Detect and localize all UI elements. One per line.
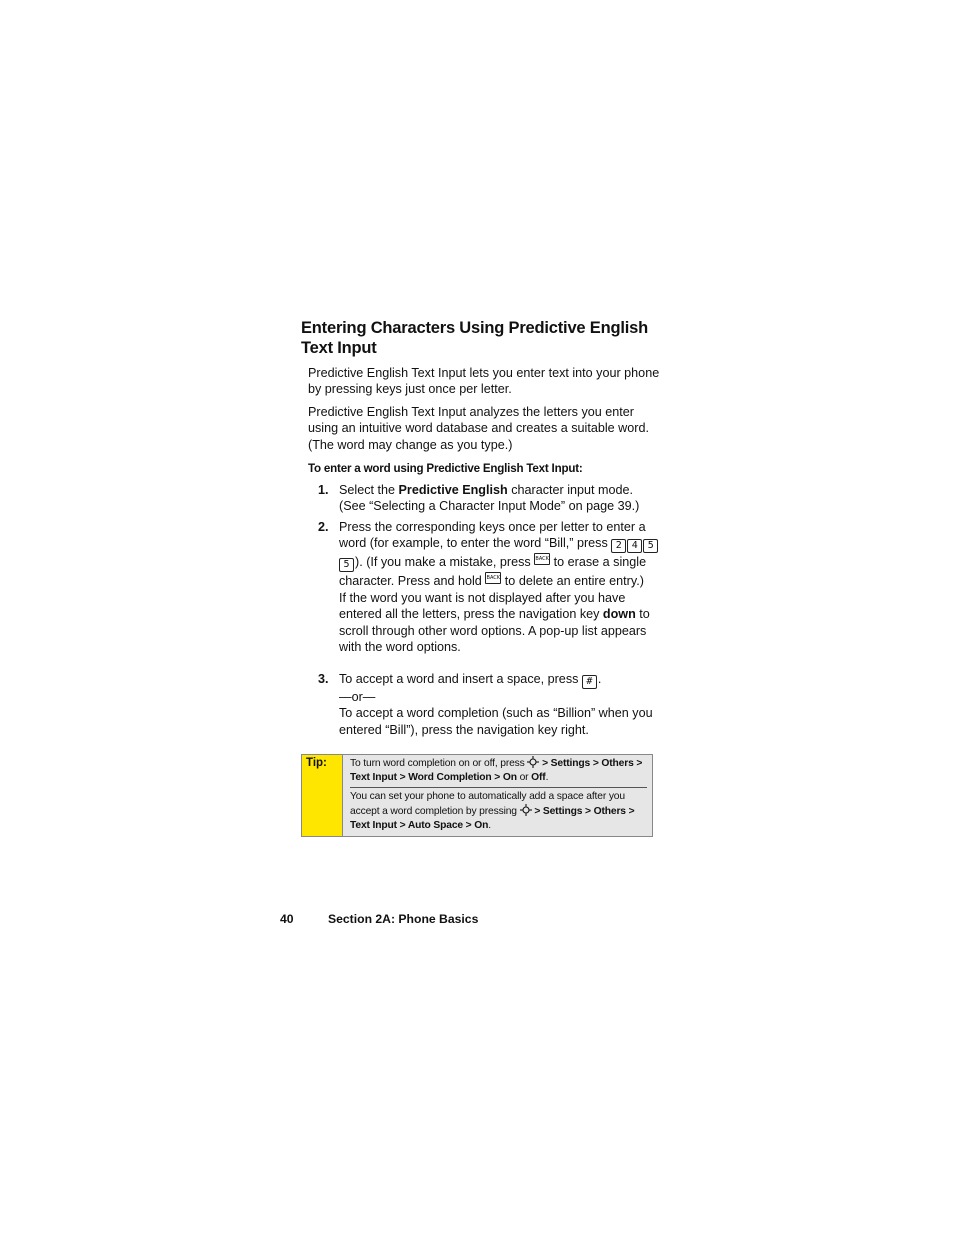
- mode-name: Predictive English: [398, 483, 508, 497]
- intro-paragraph: Predictive English Text Input lets you enter text into your phone by pressing keys just once per letter.: [308, 366, 660, 397]
- navigation-key-icon: [527, 756, 539, 768]
- tip-box: [301, 754, 653, 837]
- tip-divider: [350, 787, 647, 788]
- key-5-icon: 5: [339, 558, 354, 572]
- menu-path: > Settings > Others > Text Input > Auto Space > On: [350, 806, 635, 831]
- section-name: Section 2A: Phone Basics: [328, 912, 479, 926]
- step-number: 2.: [318, 520, 329, 534]
- step-1: [318, 482, 660, 515]
- step-text-part: to delete an entire entry.): [501, 574, 644, 589]
- step-text-part: character input mode. (See “Selecting a Character Input Mode” on page 39.): [339, 483, 640, 514]
- key-4-icon: 4: [627, 539, 642, 553]
- key-2-icon: 2: [611, 539, 626, 553]
- step-number: 1.: [318, 483, 329, 497]
- back-key-icon: BACK: [534, 553, 550, 565]
- menu-path: > Settings > Others > Text Input > Word Completion > On: [350, 758, 643, 783]
- or-separator: —or—: [339, 690, 376, 704]
- key-5-icon: 5: [643, 539, 658, 553]
- step-number: 3.: [318, 672, 329, 686]
- step-text-part: to scroll through other word options. A pop-up list appears with the word options.: [339, 607, 650, 655]
- step-text: [339, 671, 660, 738]
- tip-text-part: You can set your phone to automatically add a space after you accept a word completion by pressing: [350, 791, 625, 817]
- section-heading: Entering Characters Using Predictive English Text Input: [301, 319, 648, 357]
- step-text-part: ). (If you make a mistake, press: [355, 555, 535, 570]
- pound-key-icon: #: [582, 675, 597, 689]
- tip-text-auto-space: [350, 790, 648, 833]
- tip-label: Tip:: [302, 755, 343, 836]
- step-text-part: Press the corresponding keys once per letter to enter a word (for example, to enter the word “Bill,” press: [339, 520, 646, 551]
- tip-text-part: .: [488, 820, 491, 831]
- step-text-part: If the word you want is not displayed after you have entered all the letters, press the navigation key: [339, 590, 626, 622]
- option-off: Off: [531, 772, 546, 783]
- step-text-part: Select the: [339, 483, 399, 497]
- tip-text-word-completion: [350, 756, 648, 785]
- step-2: [318, 519, 660, 655]
- tip-text-part: or: [516, 772, 532, 783]
- tip-text-part: .: [545, 772, 549, 783]
- step-text: [339, 482, 660, 515]
- step-text-part: to erase a single character. Press and hold: [339, 555, 647, 589]
- page-number: 40: [280, 912, 294, 926]
- step-text-part: .: [597, 672, 602, 686]
- step-text-part: To accept a word completion (such as “Billion” when you entered “Bill”), press the navigation key right.: [339, 706, 653, 737]
- step-text: [339, 519, 660, 655]
- step-text-part: To accept a word and insert a space, press: [339, 672, 582, 686]
- description-paragraph: Predictive English Text Input analyzes the letters you enter using an intuitive word database and creates a suitable word. (The word may change as you type.): [308, 405, 649, 452]
- procedure-title: To enter a word using Predictive English Text Input:: [308, 462, 583, 475]
- tip-text-part: To turn word completion on or off, press: [350, 758, 528, 769]
- direction-down: down: [602, 607, 636, 622]
- back-key-icon: BACK: [485, 572, 501, 584]
- navigation-key-icon: [520, 804, 532, 816]
- step-3: [318, 671, 660, 738]
